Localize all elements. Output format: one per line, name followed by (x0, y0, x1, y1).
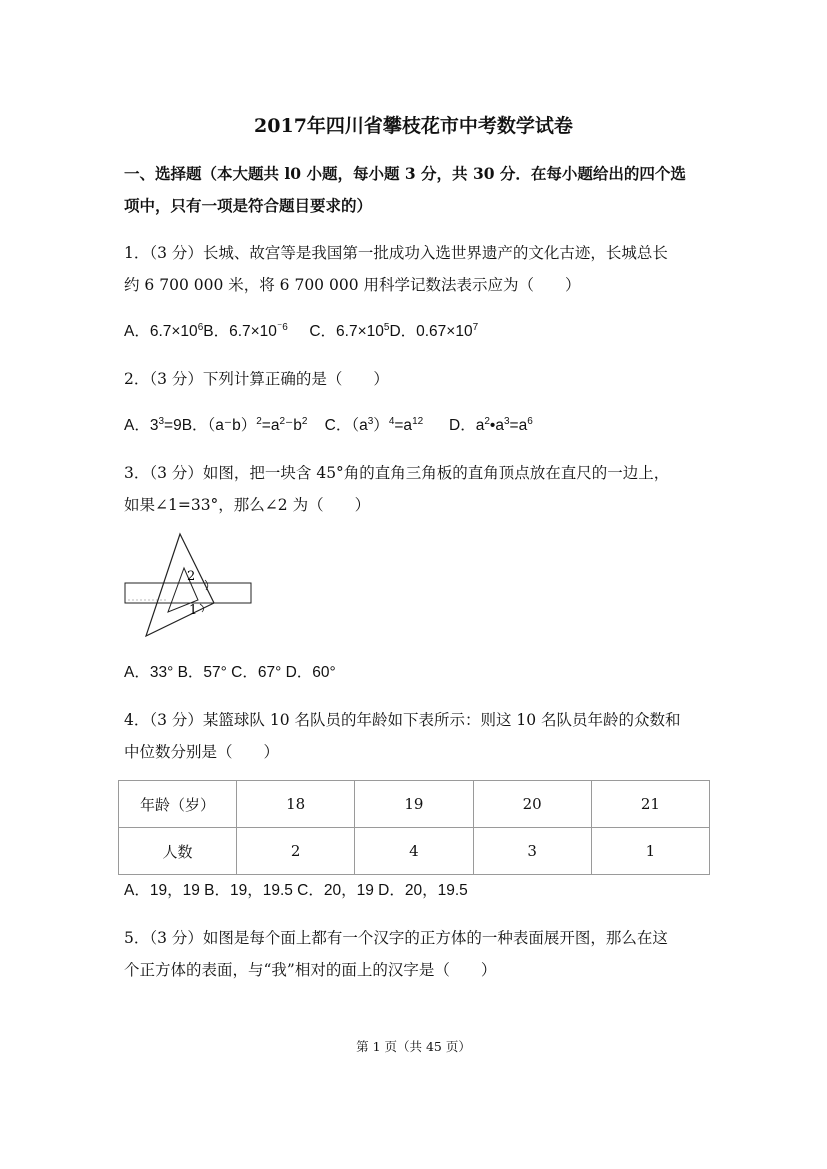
table-cell: 4 (355, 828, 473, 875)
section-heading-line2: 项中，只有一项是符合题目要求的） (124, 196, 373, 215)
q3-figure (120, 530, 260, 642)
q3-line2: 如果∠1=33°，那么∠2 为（ ） (124, 496, 371, 514)
table-cell: 2 (237, 828, 355, 875)
q2-option-b: B．$(a^-b)^2=a^2^-b^2$ (181, 416, 308, 434)
table-cell: 21 (591, 781, 709, 828)
table-row (119, 828, 710, 875)
q4-line1: 4．（3 分）某篮球队 10 名队员的年龄如下表所示：则这 10 名队员年龄的众数和 (124, 711, 681, 729)
q3-options: A．33° B．57° C．67° D．60° (124, 664, 336, 681)
q2-options (124, 415, 533, 437)
q1-options (124, 321, 478, 343)
q5-line1: 5．（3 分）如图是每个面上都有一个汉字的正方体的一种表面展开图，那么在这 (124, 929, 668, 947)
table-cell: 18 (237, 781, 355, 828)
table-header-cell: 年龄（岁） (119, 781, 237, 828)
q2-option-c: C．$(a^3)^4=a^{12}$ (324, 416, 424, 434)
q1-option-a: A．$6.7\times 10^6$ (124, 322, 204, 340)
ruler (125, 583, 251, 603)
age-table (118, 780, 710, 875)
q4-line2: 中位数分别是（ ） (124, 743, 280, 761)
q1-line1: 1．（3 分）长城、故宫等是我国第一批成功入选世界遗产的文化古迹，长城总长 (124, 244, 668, 262)
table-cell: 20 (473, 781, 591, 828)
q1-option-d: D．$0.67\times 10^7$ (389, 322, 479, 340)
q2-option-d: D．$a^2•a^3=a^6$ (449, 416, 533, 434)
table-row (119, 781, 710, 828)
q4-options: A．19，19 B．19，19.5 C．20，19 D．20，19.5 (124, 882, 468, 899)
angle1-label: 1 (189, 603, 198, 618)
exam-title: 2017年四川省攀枝花市中考数学试卷 (254, 115, 573, 137)
angle2-label: 2 (187, 569, 196, 584)
q1-line2: 约 6 700 000 米，将 6 700 000 用科学记数法表示应为（ ） (124, 276, 581, 294)
table-header-cell: 人数 (119, 828, 237, 875)
section-heading-line1: 一、选择题（本大题共 l0 小题，每小题 3 分，共 30 分．在每小题给出的四个选 (124, 164, 686, 183)
q1-option-c: C．$6.7\times 10^5$ (309, 322, 390, 340)
q2-option-a: A．$3^3=9$ (124, 416, 182, 434)
table-cell: 19 (355, 781, 473, 828)
table-cell: 3 (473, 828, 591, 875)
triangle-outer (146, 534, 214, 636)
table-cell: 1 (591, 828, 709, 875)
page-footer: 第 1 页（共 45 页） (356, 1039, 471, 1054)
q5-line2: 个正方体的表面，与“我”相对的面上的汉字是（ ） (124, 961, 497, 979)
q1-option-b: B．$6.7\times 10^{^-6}$ (203, 322, 288, 340)
q3-line1: 3．（3 分）如图，把一块含 45°角的直角三角板的直角顶点放在直尺的一边上， (124, 464, 670, 482)
q2-line1: 2．（3 分）下列计算正确的是（ ） (124, 370, 389, 388)
